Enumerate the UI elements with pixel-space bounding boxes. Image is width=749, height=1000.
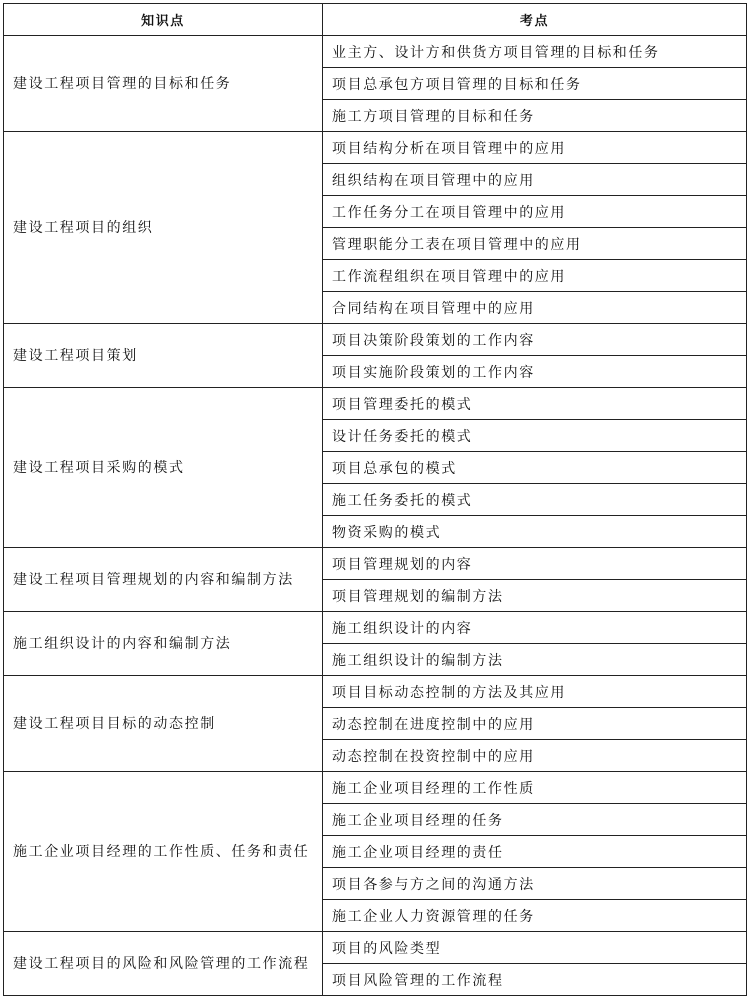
point-cell: 项目实施阶段策划的工作内容 (323, 356, 747, 388)
topic-cell: 施工组织设计的内容和编制方法 (4, 612, 323, 676)
topic-cell: 建设工程项目的风险和风险管理的工作流程 (4, 932, 323, 996)
topic-cell: 建设工程项目目标的动态控制 (4, 676, 323, 772)
point-cell: 项目管理委托的模式 (323, 388, 747, 420)
point-cell: 施工任务委托的模式 (323, 484, 747, 516)
point-cell: 项目决策阶段策划的工作内容 (323, 324, 747, 356)
point-cell: 施工组织设计的内容 (323, 612, 747, 644)
header-row (4, 4, 747, 36)
point-cell: 业主方、设计方和供货方项目管理的目标和任务 (323, 36, 747, 68)
point-cell: 物资采购的模式 (323, 516, 747, 548)
table-body (4, 36, 747, 996)
point-cell: 项目目标动态控制的方法及其应用 (323, 676, 747, 708)
point-cell: 施工企业项目经理的责任 (323, 836, 747, 868)
point-column-header: 考点 (323, 4, 747, 36)
point-cell: 施工企业项目经理的任务 (323, 804, 747, 836)
table-row (4, 132, 747, 164)
point-cell: 设计任务委托的模式 (323, 420, 747, 452)
point-cell: 项目管理规划的编制方法 (323, 580, 747, 612)
table-row (4, 772, 747, 804)
table-row (4, 932, 747, 964)
point-cell: 项目总承包方项目管理的目标和任务 (323, 68, 747, 100)
point-cell: 项目风险管理的工作流程 (323, 964, 747, 996)
topic-cell: 建设工程项目的组织 (4, 132, 323, 324)
table-row (4, 324, 747, 356)
point-cell: 管理职能分工表在项目管理中的应用 (323, 228, 747, 260)
point-cell: 项目结构分析在项目管理中的应用 (323, 132, 747, 164)
point-cell: 合同结构在项目管理中的应用 (323, 292, 747, 324)
table-row (4, 36, 747, 68)
topic-cell: 建设工程项目采购的模式 (4, 388, 323, 548)
topic-cell: 建设工程项目管理规划的内容和编制方法 (4, 548, 323, 612)
point-cell: 动态控制在进度控制中的应用 (323, 708, 747, 740)
topic-cell: 施工企业项目经理的工作性质、任务和责任 (4, 772, 323, 932)
point-cell: 项目各参与方之间的沟通方法 (323, 868, 747, 900)
knowledge-points-table (3, 3, 747, 996)
point-cell: 施工方项目管理的目标和任务 (323, 100, 747, 132)
point-cell: 工作流程组织在项目管理中的应用 (323, 260, 747, 292)
point-cell: 组织结构在项目管理中的应用 (323, 164, 747, 196)
point-cell: 项目管理规划的内容 (323, 548, 747, 580)
table-row (4, 676, 747, 708)
point-cell: 动态控制在投资控制中的应用 (323, 740, 747, 772)
point-cell: 施工组织设计的编制方法 (323, 644, 747, 676)
topic-cell: 建设工程项目管理的目标和任务 (4, 36, 323, 132)
table-row (4, 548, 747, 580)
point-cell: 施工企业项目经理的工作性质 (323, 772, 747, 804)
point-cell: 项目的风险类型 (323, 932, 747, 964)
table-row (4, 612, 747, 644)
point-cell: 工作任务分工在项目管理中的应用 (323, 196, 747, 228)
topic-cell: 建设工程项目策划 (4, 324, 323, 388)
point-cell: 施工企业人力资源管理的任务 (323, 900, 747, 932)
point-cell: 项目总承包的模式 (323, 452, 747, 484)
topic-column-header: 知识点 (4, 4, 323, 36)
table-row (4, 388, 747, 420)
